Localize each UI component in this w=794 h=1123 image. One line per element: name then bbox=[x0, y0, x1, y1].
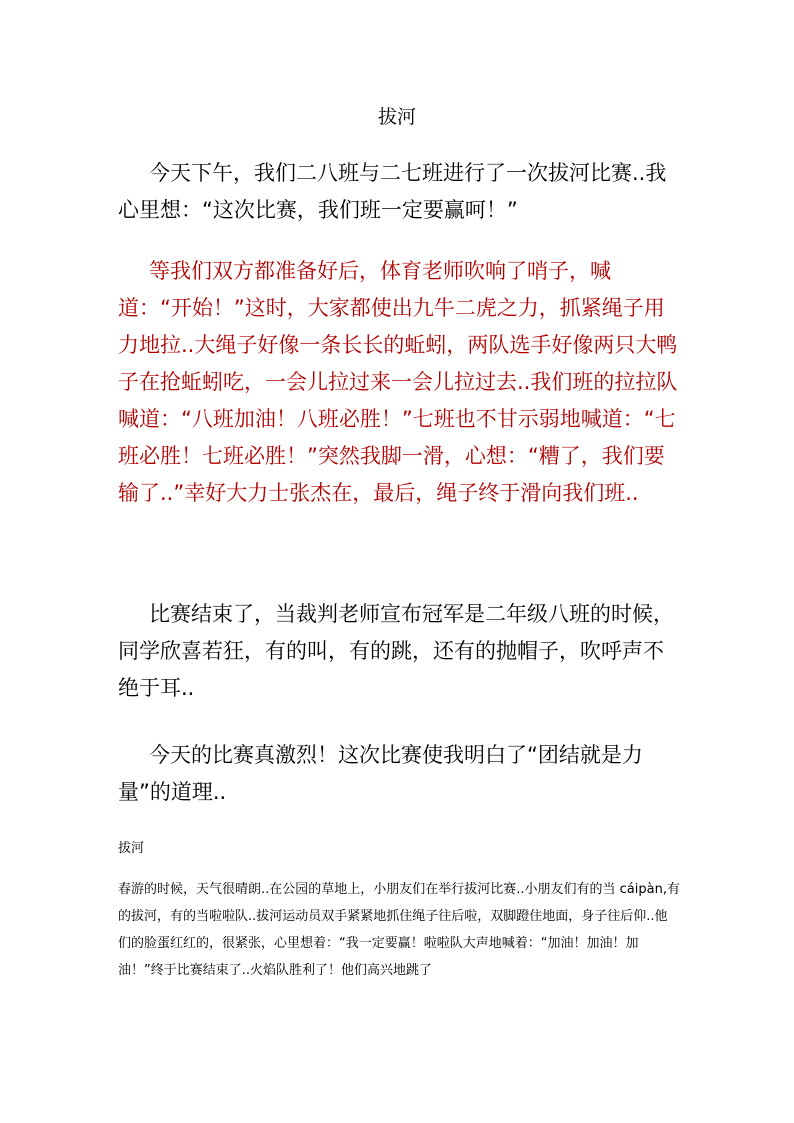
second-essay-paragraph bbox=[118, 876, 680, 984]
paragraph-text: 比赛结束了，当裁判老师宣布冠军是二年级八班的时候，同学欣喜若狂，有的叫，有的跳，还有的抛帽子，吹呼声不绝于耳.. bbox=[118, 602, 674, 700]
essay-paragraph-3 bbox=[118, 596, 678, 707]
paragraph-text: 春游的时候，天气很晴朗..在公园的草地上，小朋友们在举行拔河比赛..小朋友们有的当 cáipàn,有的拔河，有的当啦啦队..拔河运动员双手紧紧地抓住绳子往后啦，双脚蹬住地面，身子往后仰..他们的脸蛋红红的，很紧张，心里想着：“我一定要赢！啦啦队大声地喊着：“加油！加油！加油！”终于比赛结束了..火焰队胜利了！他们高兴地跳了 bbox=[118, 882, 680, 978]
essay-title: 拔河 bbox=[377, 106, 416, 128]
paragraph-text: 今天的比赛真激烈！这次比赛使我明白了“团结就是力量”的道理.. bbox=[118, 743, 643, 804]
essay-paragraph-1 bbox=[118, 155, 678, 229]
essay-paragraph-2 bbox=[118, 253, 678, 512]
second-essay-title: 拔河 bbox=[118, 841, 145, 856]
essay-paragraph-4 bbox=[118, 737, 678, 811]
paragraph-text: 今天下午，我们二八班与二七班进行了一次拔河比赛..我心里想：“这次比赛，我们班一定要赢呵！” bbox=[118, 161, 667, 222]
paragraph-text: 等我们双方都准备好后，体育老师吹响了哨子，喊道：“开始！”这时，大家都使出九牛二虎之力，抓紧绳子用力地拉..大绳子好像一条长长的蚯蚓，两队选手好像两只大鸭子在抢蚯蚓吃，一会儿拉过来一会儿拉过去..我们班的拉拉队喊道：“八班加油！八班必胜！”七班也不甘示弱地喊道：“七班必胜！七班必胜！”突然我脚一滑，心想：“糟了，我们要输了..”幸好大力士张杰在，最后，绳子终于滑向我们班.. bbox=[118, 259, 678, 505]
